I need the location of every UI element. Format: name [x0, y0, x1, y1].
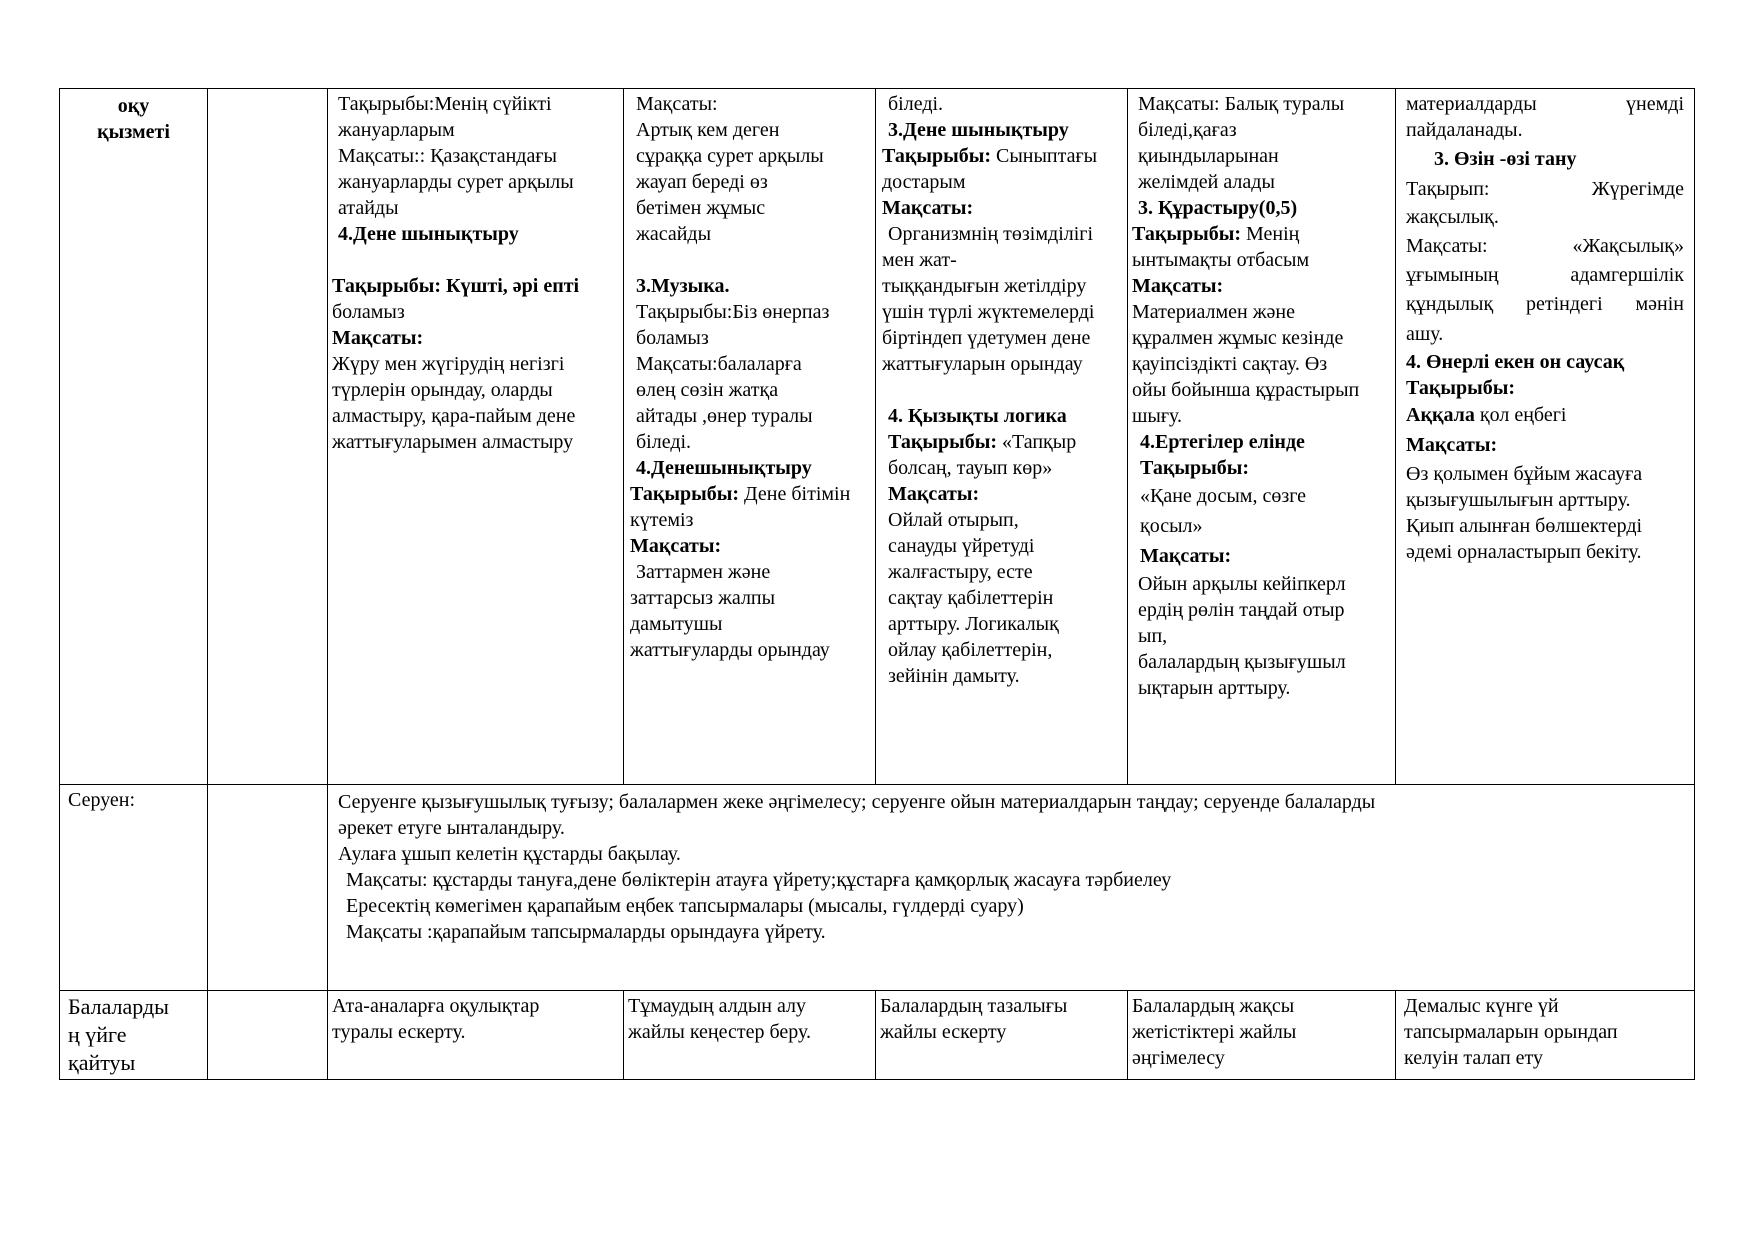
goal-line: арттыру. Логикалық	[888, 613, 1059, 635]
goal-line: мен жат-	[882, 249, 957, 271]
goal-line: жаттығуларын орындау	[882, 353, 1083, 375]
topic-line: Тақырыбы:Менің сүйікті	[338, 93, 552, 115]
goal-line: Қиып алынған бөлшектерді	[1406, 515, 1643, 537]
goal-line: ұғымының адамгершілік	[1406, 264, 1684, 286]
home-line: Балалардың тазалығы	[880, 995, 1068, 1017]
topic-line: Тақырыбы: Күшті, әрі епті	[332, 275, 580, 297]
activity-cell-5	[1396, 89, 1695, 785]
topic-line: Аққала қол еңбегі	[1406, 404, 1567, 426]
row-label-line: қайтуы	[68, 1050, 136, 1075]
topic-line: боламыз	[636, 327, 709, 349]
topic-line: Тақырыбы: Сыныптағы	[882, 145, 1098, 167]
goal-line: біледі.	[888, 93, 944, 115]
goal-line: айтады ,өнер туралы	[636, 405, 813, 427]
home-line: келуін талап ету	[1404, 1047, 1544, 1069]
row-label-line: оқу	[117, 95, 150, 117]
goal-line: тыққандығын жетілдіру	[882, 275, 1087, 297]
goal-line: материалдарды үнемді	[1406, 93, 1684, 115]
goal-line: әдемі орналастырып бекіту.	[1406, 541, 1642, 563]
goal-line: біртіндеп үдетумен дене	[882, 327, 1091, 349]
goal-line: жаттығуларымен алмастыру	[332, 431, 574, 453]
row-label-activity	[60, 89, 208, 785]
goal-line: қауіпсіздікті сақтау. Өз	[1132, 353, 1328, 375]
goal-line: ойлау қабілеттерін,	[888, 639, 1053, 661]
goal-heading: Мақсаты:	[1132, 275, 1224, 297]
goal-line: Организмнің төзімділігі	[888, 223, 1094, 245]
goal-line: ердің рөлін таңдай отыр	[1138, 599, 1345, 621]
goal-line: өлең сөзін жатқа	[636, 379, 779, 401]
activity-cell-1	[328, 89, 624, 785]
home-line: әңгімелесу	[1132, 1047, 1225, 1069]
goal-line: ып,	[1138, 625, 1168, 647]
row-label-line: ң үйге	[68, 1022, 127, 1047]
goal-line: жасайды	[636, 223, 712, 245]
walk-content-cell	[328, 785, 1695, 991]
row-label-line: Балаларды	[68, 994, 169, 1019]
goal-heading: Мақсаты:	[882, 197, 974, 219]
walk-line: әрекет етуге ынталандыру.	[338, 817, 565, 839]
goal-line: жануарларды сурет арқылы	[338, 171, 574, 193]
section-heading: 3.Музыка.	[636, 275, 730, 297]
goal-heading: Мақсаты:	[332, 327, 424, 349]
goal-line: сұраққа сурет арқылы	[636, 145, 824, 167]
goal-heading: Мақсаты:	[1140, 545, 1232, 567]
goal-line: Өз қолымен бұйым жасауға	[1406, 463, 1643, 485]
goal-line: үшін түрлі жүктемелерді	[882, 301, 1095, 323]
activity-cell-3	[876, 89, 1128, 785]
home-line: Балалардың жақсы	[1132, 995, 1295, 1017]
home-line: жетістіктері жайлы	[1132, 1021, 1297, 1043]
home-line: жайлы кеңестер беру.	[628, 1021, 812, 1043]
row-label-walk	[60, 785, 208, 991]
topic-line: Тақырып: Жүрегімде	[1406, 178, 1684, 200]
topic-heading: Тақырыбы:	[1140, 457, 1249, 479]
lesson-plan-table	[59, 88, 1695, 1080]
goal-line: шығу.	[1132, 405, 1183, 427]
topic-line: жануарларым	[338, 119, 455, 141]
goal-line: ашу.	[1406, 323, 1444, 345]
section-heading: 4.Дене шынықтыру	[338, 223, 519, 245]
home-line: жайлы ескерту	[880, 1021, 1007, 1043]
goal-line: пайдаланады.	[1406, 119, 1523, 141]
goal-heading: Мақсаты:	[630, 535, 722, 557]
empty-cell	[208, 991, 328, 1080]
goal-line: Заттармен және	[636, 561, 771, 583]
goal-line: жауап береді өз	[636, 171, 768, 193]
goal-line: Ойлай отырып,	[888, 509, 1019, 531]
goal-line: Материалмен және	[1132, 301, 1296, 323]
goal-line: жалғастыру, есте	[888, 561, 1033, 583]
section-heading: 3.Дене шынықтыру	[888, 119, 1069, 141]
walk-line: Серуенге қызығушылық туғызу; балалармен жеке әңгімелесу; серуенге ойын материалдарын таңдау; серуенде балаларды	[338, 791, 1376, 813]
row-label-line: Серуен:	[68, 789, 136, 811]
home-line: туралы ескерту.	[332, 1021, 466, 1043]
home-line: Ата-аналарға оқулықтар	[332, 995, 540, 1017]
goal-line: зейінін дамыту.	[888, 665, 1020, 687]
goal-line: Мақсаты:балаларға	[636, 353, 802, 375]
topic-line: Тақырыбы:Біз өнерпаз	[636, 301, 830, 323]
goal-line: Мақсаты: Балық туралы	[1138, 93, 1345, 115]
home-cell-5	[1396, 991, 1695, 1080]
goal-line: Артық кем деген	[636, 119, 780, 141]
row-label-line: қызметі	[97, 121, 170, 143]
topic-line: боламыз	[332, 301, 405, 323]
goal-line: Жүру мен жүгірудің негізгі	[332, 353, 565, 375]
topic-line: күтеміз	[630, 509, 694, 531]
home-cell-2	[624, 991, 876, 1080]
topic-line: Тақырыбы: Менің	[1132, 223, 1300, 245]
row-activity	[60, 89, 1695, 785]
topic-line: қосыл»	[1140, 515, 1203, 537]
walk-line: Ересектің көмегімен қарапайым еңбек тапсырмалары (мысалы, гүлдерді суару)	[346, 895, 1024, 917]
home-cell-3	[876, 991, 1128, 1080]
section-heading: 4.Денешынықтыру	[636, 457, 812, 479]
goal-line: сақтау қабілеттерін	[888, 587, 1054, 609]
topic-line: жақсылық.	[1406, 206, 1499, 228]
empty-cell	[208, 89, 328, 785]
home-line: Тұмаудың алдын алу	[628, 995, 807, 1017]
goal-line: жаттығуларды орындау	[630, 639, 830, 661]
goal-line: құндылық ретіндегі мәнін	[1406, 293, 1684, 315]
topic-line: Тақырыбы: Дене бітімін	[630, 483, 851, 505]
goal-line: Мақсаты: «Жақсылық»	[1406, 235, 1684, 257]
goal-line: бетімен жұмыс	[636, 197, 766, 219]
section-heading: 3. Құрастыру(0,5)	[1138, 197, 1298, 219]
goal-line: біледі,қағаз	[1138, 119, 1237, 141]
goal-line: құралмен жұмыс кезінде	[1132, 327, 1344, 349]
row-going-home	[60, 991, 1695, 1080]
section-heading: 4. Қызықты логика	[888, 405, 1067, 427]
home-line: Демалыс күнге үй	[1404, 995, 1559, 1017]
goal-line: заттарсыз жалпы	[630, 587, 776, 609]
home-cell-4	[1128, 991, 1396, 1080]
goal-line: ықтарын арттыру.	[1138, 677, 1291, 699]
topic-line: болсаң, тауып көр»	[888, 457, 1053, 479]
walk-line: Мақсаты :қарапайым тапсырмаларды орындауға үйрету.	[346, 921, 826, 943]
goal-line: біледі.	[636, 431, 692, 453]
goal-line: Мақсаты:: Қазақстандағы	[338, 145, 557, 167]
goal-line: ойы бойынша құрастырып	[1132, 379, 1360, 401]
goal-heading: Мақсаты:	[888, 483, 980, 505]
goal-line: санауды үйретуді	[888, 535, 1035, 557]
goal-line: балалардың қызығушыл	[1138, 651, 1346, 673]
topic-line: «Қане досым, сөзге	[1140, 485, 1307, 507]
topic-heading: Тақырыбы:	[1406, 377, 1515, 399]
walk-line: Мақсаты: құстарды тануға,дене бөліктерін атауға үйрету;құстарға қамқорлық жасауға тәрбиелеу	[346, 869, 1172, 891]
goal-line: Мақсаты:	[636, 93, 718, 115]
section-heading: 4.Ертегілер елінде	[1140, 431, 1305, 453]
goal-line: дамытушы	[630, 613, 723, 635]
row-walk	[60, 785, 1695, 991]
activity-cell-4	[1128, 89, 1396, 785]
goal-line: Ойын арқылы кейіпкерл	[1138, 573, 1346, 595]
row-label-going-home	[60, 991, 208, 1080]
topic-line: Тақырыбы: «Тапқыр	[888, 431, 1077, 453]
home-cell-1	[328, 991, 624, 1080]
goal-line: түрлерін орындау, оларды	[332, 379, 553, 401]
section-heading: 4. Өнерлі екен он саусақ	[1406, 351, 1625, 373]
goal-line: қызығушылығын арттыру.	[1406, 489, 1631, 511]
goal-line: желімдей алады	[1138, 171, 1275, 193]
topic-line: ынтымақты отбасым	[1132, 249, 1310, 271]
goal-line: алмастыру, қара-пайым дене	[332, 405, 576, 427]
goal-heading: Мақсаты:	[1406, 434, 1498, 456]
walk-line: Аулаға ұшып келетін құстарды бақылау.	[338, 843, 681, 865]
topic-line: достарым	[882, 171, 966, 193]
activity-cell-2	[624, 89, 876, 785]
empty-cell	[208, 785, 328, 991]
home-line: тапсырмаларын орындап	[1404, 1021, 1618, 1043]
goal-line: қиындыларынан	[1138, 145, 1279, 167]
goal-line: атайды	[338, 197, 399, 219]
section-heading: 3. Өзін -өзі тану	[1434, 148, 1577, 170]
